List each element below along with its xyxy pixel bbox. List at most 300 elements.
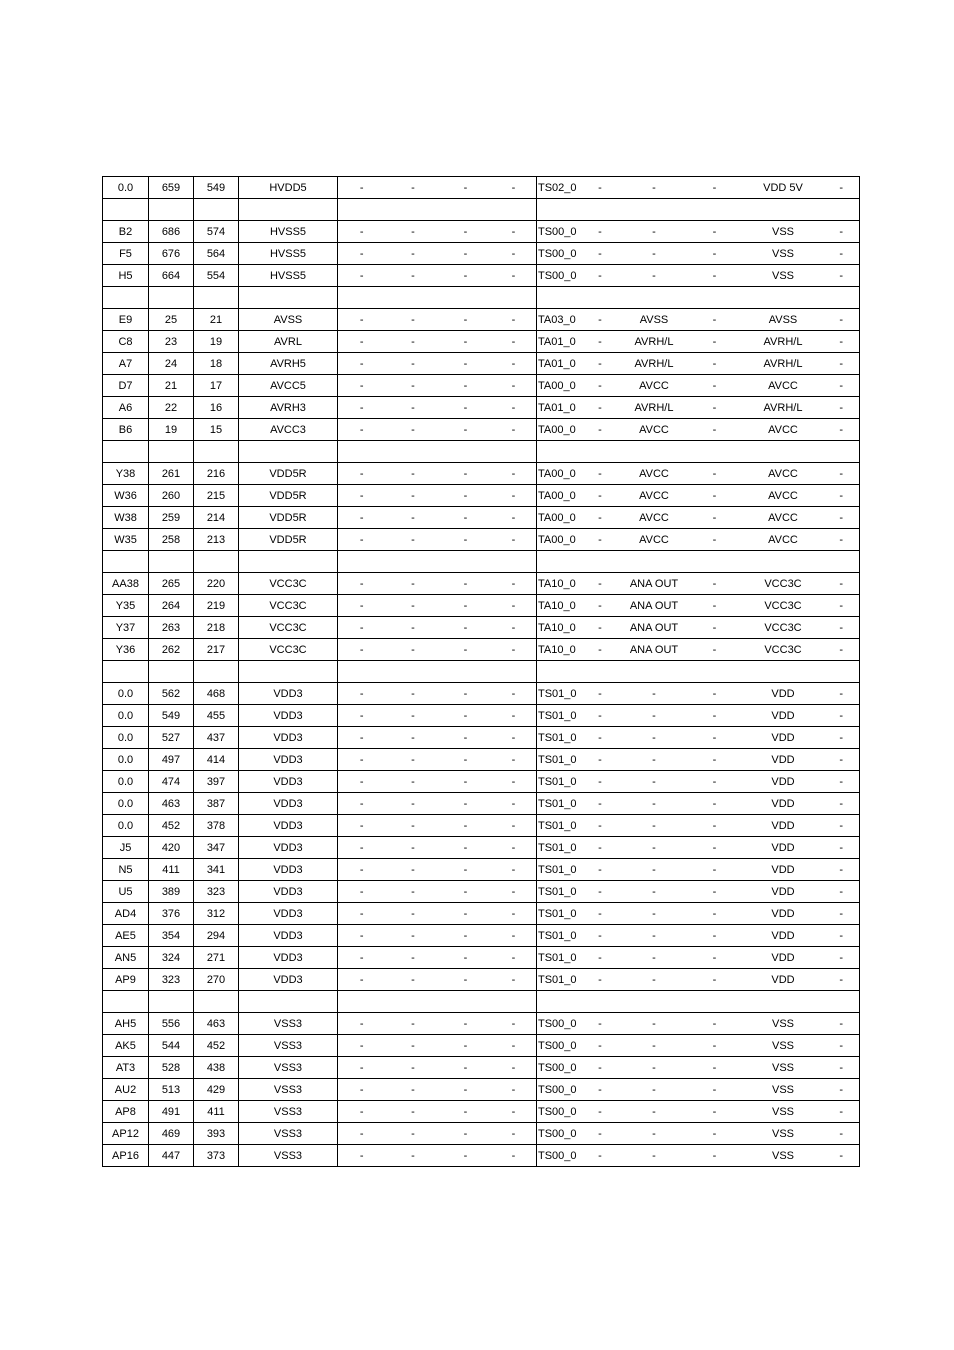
table-cell: - [386,1145,441,1167]
table-cell [338,551,386,573]
table-cell: - [687,353,743,375]
table-cell: 549 [194,177,239,199]
table-cell: - [491,1057,537,1079]
table-cell: - [338,507,386,529]
table-cell: - [338,463,386,485]
table-cell: 554 [194,265,239,287]
table-cell: - [386,1057,441,1079]
table-cell: - [441,353,491,375]
table-cell: TS00_0 [537,1057,579,1079]
table-cell: - [824,1123,860,1145]
table-row [103,1035,860,1057]
table-cell: - [338,683,386,705]
table-cell: - [622,1101,687,1123]
table-cell [103,661,149,683]
table-cell: Y36 [103,639,149,661]
separator-row [103,199,860,221]
table-cell: - [441,485,491,507]
table-cell [239,287,338,309]
table-cell: - [338,1101,386,1123]
table-row [103,353,860,375]
table-cell: VDD3 [239,683,338,705]
table-cell: 527 [149,727,194,749]
table-cell: - [386,353,441,375]
table-cell: AP9 [103,969,149,991]
table-cell: 21 [194,309,239,331]
table-cell: - [338,903,386,925]
table-cell: - [824,1079,860,1101]
table-row [103,529,860,551]
table-cell: TA00_0 [537,529,579,551]
table-cell: TS02_0 [537,177,579,199]
table-cell: - [441,771,491,793]
table-cell: 347 [194,837,239,859]
table-cell: - [441,749,491,771]
table-cell [239,991,338,1013]
table-cell: AVRH5 [239,353,338,375]
table-cell: - [338,749,386,771]
table-cell: VDD5R [239,485,338,507]
table-cell: VDD [743,815,824,837]
separator-row [103,441,860,463]
separator-row [103,661,860,683]
table-cell: - [579,705,622,727]
table-cell: - [579,529,622,551]
separator-row [103,991,860,1013]
table-cell [441,661,491,683]
table-cell: - [491,1123,537,1145]
table-cell: - [491,463,537,485]
table-cell: VDD3 [239,903,338,925]
table-cell: AVCC [743,463,824,485]
table-cell: 0.0 [103,683,149,705]
table-cell: TA10_0 [537,595,579,617]
table-cell: 659 [149,177,194,199]
table-cell [239,199,338,221]
table-cell: B6 [103,419,149,441]
table-row [103,617,860,639]
table-cell: 393 [194,1123,239,1145]
table-cell: - [386,925,441,947]
table-row [103,1079,860,1101]
table-cell: VDD3 [239,969,338,991]
table-cell: - [491,793,537,815]
table-cell: - [491,705,537,727]
table-cell: AU2 [103,1079,149,1101]
table-cell: - [386,1123,441,1145]
table-cell: TS00_0 [537,1035,579,1057]
table-cell: - [338,947,386,969]
table-row [103,243,860,265]
table-row [103,485,860,507]
table-cell: - [579,881,622,903]
table-cell: - [824,771,860,793]
table-cell: TS01_0 [537,881,579,903]
table-cell: 16 [194,397,239,419]
table-cell: - [386,1101,441,1123]
table-cell: - [622,243,687,265]
table-cell: - [824,595,860,617]
table-cell: VDD3 [239,837,338,859]
table-row [103,969,860,991]
table-cell: - [824,309,860,331]
table-cell: - [441,177,491,199]
table-cell: - [441,1035,491,1057]
table-cell: 513 [149,1079,194,1101]
table-cell: - [491,353,537,375]
table-cell [622,287,687,309]
table-cell: AVCC [743,529,824,551]
table-cell: - [579,969,622,991]
table-row [103,397,860,419]
table-cell: - [386,705,441,727]
table-cell: - [491,1013,537,1035]
table-row [103,375,860,397]
table-cell: - [687,749,743,771]
table-row [103,309,860,331]
table-cell: - [338,177,386,199]
table-cell: AVRH/L [743,353,824,375]
table-cell: HVDD5 [239,177,338,199]
table-cell: - [579,309,622,331]
table-cell: - [491,1079,537,1101]
table-cell: 323 [149,969,194,991]
table-cell: - [386,727,441,749]
pin-table-body [103,177,860,1167]
table-cell: - [579,1145,622,1167]
table-cell: - [338,485,386,507]
table-cell: - [579,243,622,265]
table-cell [537,441,579,463]
table-cell: - [338,1079,386,1101]
table-cell: F5 [103,243,149,265]
table-row [103,925,860,947]
table-cell: - [386,771,441,793]
table-cell: 686 [149,221,194,243]
table-cell: 260 [149,485,194,507]
table-cell: - [338,837,386,859]
table-cell: VDD3 [239,925,338,947]
table-cell: - [338,639,386,661]
table-row [103,881,860,903]
table-cell: - [338,617,386,639]
table-cell: HVSS5 [239,265,338,287]
table-cell: AD4 [103,903,149,925]
table-cell: TS01_0 [537,727,579,749]
table-cell: VSS [743,1013,824,1035]
table-cell: VDD3 [239,881,338,903]
table-cell: - [491,309,537,331]
table-cell: AP8 [103,1101,149,1123]
table-cell [386,199,441,221]
table-cell: - [491,529,537,551]
table-cell: 216 [194,463,239,485]
table-cell: Y37 [103,617,149,639]
table-cell: VDD [743,947,824,969]
table-cell: 452 [194,1035,239,1057]
table-row [103,331,860,353]
table-cell: - [687,375,743,397]
table-cell: - [338,397,386,419]
table-cell: VSS [743,1057,824,1079]
table-cell: - [338,925,386,947]
table-cell: - [491,573,537,595]
table-cell: 312 [194,903,239,925]
table-cell: - [824,705,860,727]
table-cell: - [386,815,441,837]
table-cell [579,661,622,683]
table-cell: - [687,1057,743,1079]
table-cell: AVSS [239,309,338,331]
table-cell: VSS [743,265,824,287]
table-cell: - [579,793,622,815]
table-cell: 474 [149,771,194,793]
table-cell: TA00_0 [537,507,579,529]
table-cell [338,661,386,683]
table-cell: - [824,947,860,969]
table-cell: 414 [194,749,239,771]
table-cell [687,199,743,221]
table-cell: - [441,639,491,661]
table-row [103,727,860,749]
table-cell: VDD [743,683,824,705]
table-cell: 463 [194,1013,239,1035]
table-cell: - [622,749,687,771]
table-cell: - [386,331,441,353]
table-cell: 429 [194,1079,239,1101]
table-cell: VSS [743,1101,824,1123]
table-cell: 219 [194,595,239,617]
table-cell: 25 [149,309,194,331]
table-cell: - [441,1101,491,1123]
table-cell: Y35 [103,595,149,617]
table-cell: 354 [149,925,194,947]
table-cell [386,661,441,683]
table-cell: - [338,969,386,991]
table-cell: TS00_0 [537,265,579,287]
table-cell [149,441,194,463]
table-cell: - [687,815,743,837]
table-cell: - [491,243,537,265]
table-cell [579,287,622,309]
table-cell: VSS3 [239,1123,338,1145]
table-cell: 468 [194,683,239,705]
table-cell: - [386,529,441,551]
table-cell [386,441,441,463]
table-cell: - [824,1145,860,1167]
table-cell: VDD3 [239,859,338,881]
table-cell: - [386,1035,441,1057]
table-cell: 411 [149,859,194,881]
table-cell: - [824,375,860,397]
table-cell: - [491,881,537,903]
table-cell: - [824,749,860,771]
table-cell [687,441,743,463]
table-cell: VSS [743,1123,824,1145]
table-cell: 0.0 [103,815,149,837]
table-cell [194,551,239,573]
table-cell: - [824,793,860,815]
table-cell: 23 [149,331,194,353]
table-cell: - [491,925,537,947]
table-cell [824,551,860,573]
table-cell: - [338,727,386,749]
table-cell [491,441,537,463]
table-cell: - [491,1101,537,1123]
table-cell: 0.0 [103,793,149,815]
table-cell: - [687,507,743,529]
table-cell: TS01_0 [537,749,579,771]
table-cell: 0.0 [103,749,149,771]
table-cell: 21 [149,375,194,397]
table-cell [149,991,194,1013]
table-cell: - [386,683,441,705]
table-cell: - [386,243,441,265]
table-cell: - [579,353,622,375]
table-cell: - [687,925,743,947]
table-cell: 324 [149,947,194,969]
table-cell: - [579,859,622,881]
table-cell: - [441,1079,491,1101]
table-cell [194,991,239,1013]
table-cell: VDD [743,749,824,771]
table-cell: VSS [743,221,824,243]
table-cell: AVCC [622,485,687,507]
table-cell: 213 [194,529,239,551]
table-cell: - [491,903,537,925]
table-cell: AVCC [743,485,824,507]
table-cell: VCC3C [743,617,824,639]
table-cell: TA10_0 [537,573,579,595]
table-cell: J5 [103,837,149,859]
table-cell: - [622,947,687,969]
table-cell: - [491,727,537,749]
table-cell: - [491,771,537,793]
table-cell: - [441,969,491,991]
table-cell: VDD [743,969,824,991]
table-cell [579,199,622,221]
table-row [103,639,860,661]
table-cell: - [824,573,860,595]
table-cell: H5 [103,265,149,287]
table-cell: - [687,1123,743,1145]
table-cell: - [622,859,687,881]
table-cell: 0.0 [103,705,149,727]
table-cell [743,551,824,573]
table-cell: TA10_0 [537,617,579,639]
table-cell: HVSS5 [239,243,338,265]
table-cell: - [386,309,441,331]
table-cell: - [386,837,441,859]
table-cell: - [824,529,860,551]
table-cell: AK5 [103,1035,149,1057]
table-cell [441,551,491,573]
table-cell: TA00_0 [537,485,579,507]
table-cell [194,661,239,683]
table-cell [622,199,687,221]
table-cell: VSS [743,1035,824,1057]
table-cell: - [441,837,491,859]
table-cell: - [338,1145,386,1167]
table-cell: - [441,221,491,243]
table-cell: TS01_0 [537,683,579,705]
table-cell [579,441,622,463]
table-cell: W35 [103,529,149,551]
table-cell: - [824,243,860,265]
table-cell: 218 [194,617,239,639]
table-cell: HVSS5 [239,221,338,243]
table-cell: TS00_0 [537,1145,579,1167]
table-cell: - [441,573,491,595]
table-cell: TS00_0 [537,1013,579,1035]
table-cell: - [338,595,386,617]
table-cell: - [386,793,441,815]
table-cell [537,199,579,221]
table-cell [103,991,149,1013]
table-cell: - [687,265,743,287]
table-cell: 574 [194,221,239,243]
table-cell: - [687,463,743,485]
table-cell: - [579,1013,622,1035]
table-cell: VSS3 [239,1035,338,1057]
table-cell [103,551,149,573]
table-cell: - [338,353,386,375]
table-cell: 264 [149,595,194,617]
table-cell: TA00_0 [537,463,579,485]
table-cell: VCC3C [239,573,338,595]
table-cell: 262 [149,639,194,661]
table-cell: 19 [149,419,194,441]
table-cell: VDD3 [239,771,338,793]
table-cell: - [386,1079,441,1101]
table-cell: 447 [149,1145,194,1167]
table-row [103,749,860,771]
table-cell: - [386,595,441,617]
table-cell: - [824,969,860,991]
table-cell: - [824,837,860,859]
table-cell: - [579,177,622,199]
table-cell: - [579,815,622,837]
table-cell [338,199,386,221]
table-row [103,595,860,617]
table-cell: - [386,859,441,881]
table-cell: 564 [194,243,239,265]
table-row [103,837,860,859]
table-cell: - [441,793,491,815]
table-cell: - [824,727,860,749]
table-cell: AVCC5 [239,375,338,397]
table-cell: AT3 [103,1057,149,1079]
table-cell: AE5 [103,925,149,947]
table-cell: - [622,793,687,815]
table-cell: - [338,331,386,353]
table-cell: TS01_0 [537,903,579,925]
table-cell: - [687,969,743,991]
table-cell [149,199,194,221]
table-cell: 0.0 [103,727,149,749]
table-cell: - [687,419,743,441]
table-cell: 271 [194,947,239,969]
table-cell: AVRH/L [743,331,824,353]
table-cell: VDD3 [239,947,338,969]
table-cell: - [622,683,687,705]
table-cell: - [441,881,491,903]
table-cell: - [386,947,441,969]
table-cell: - [579,485,622,507]
table-cell: - [386,177,441,199]
table-cell: - [386,639,441,661]
table-cell: - [441,243,491,265]
